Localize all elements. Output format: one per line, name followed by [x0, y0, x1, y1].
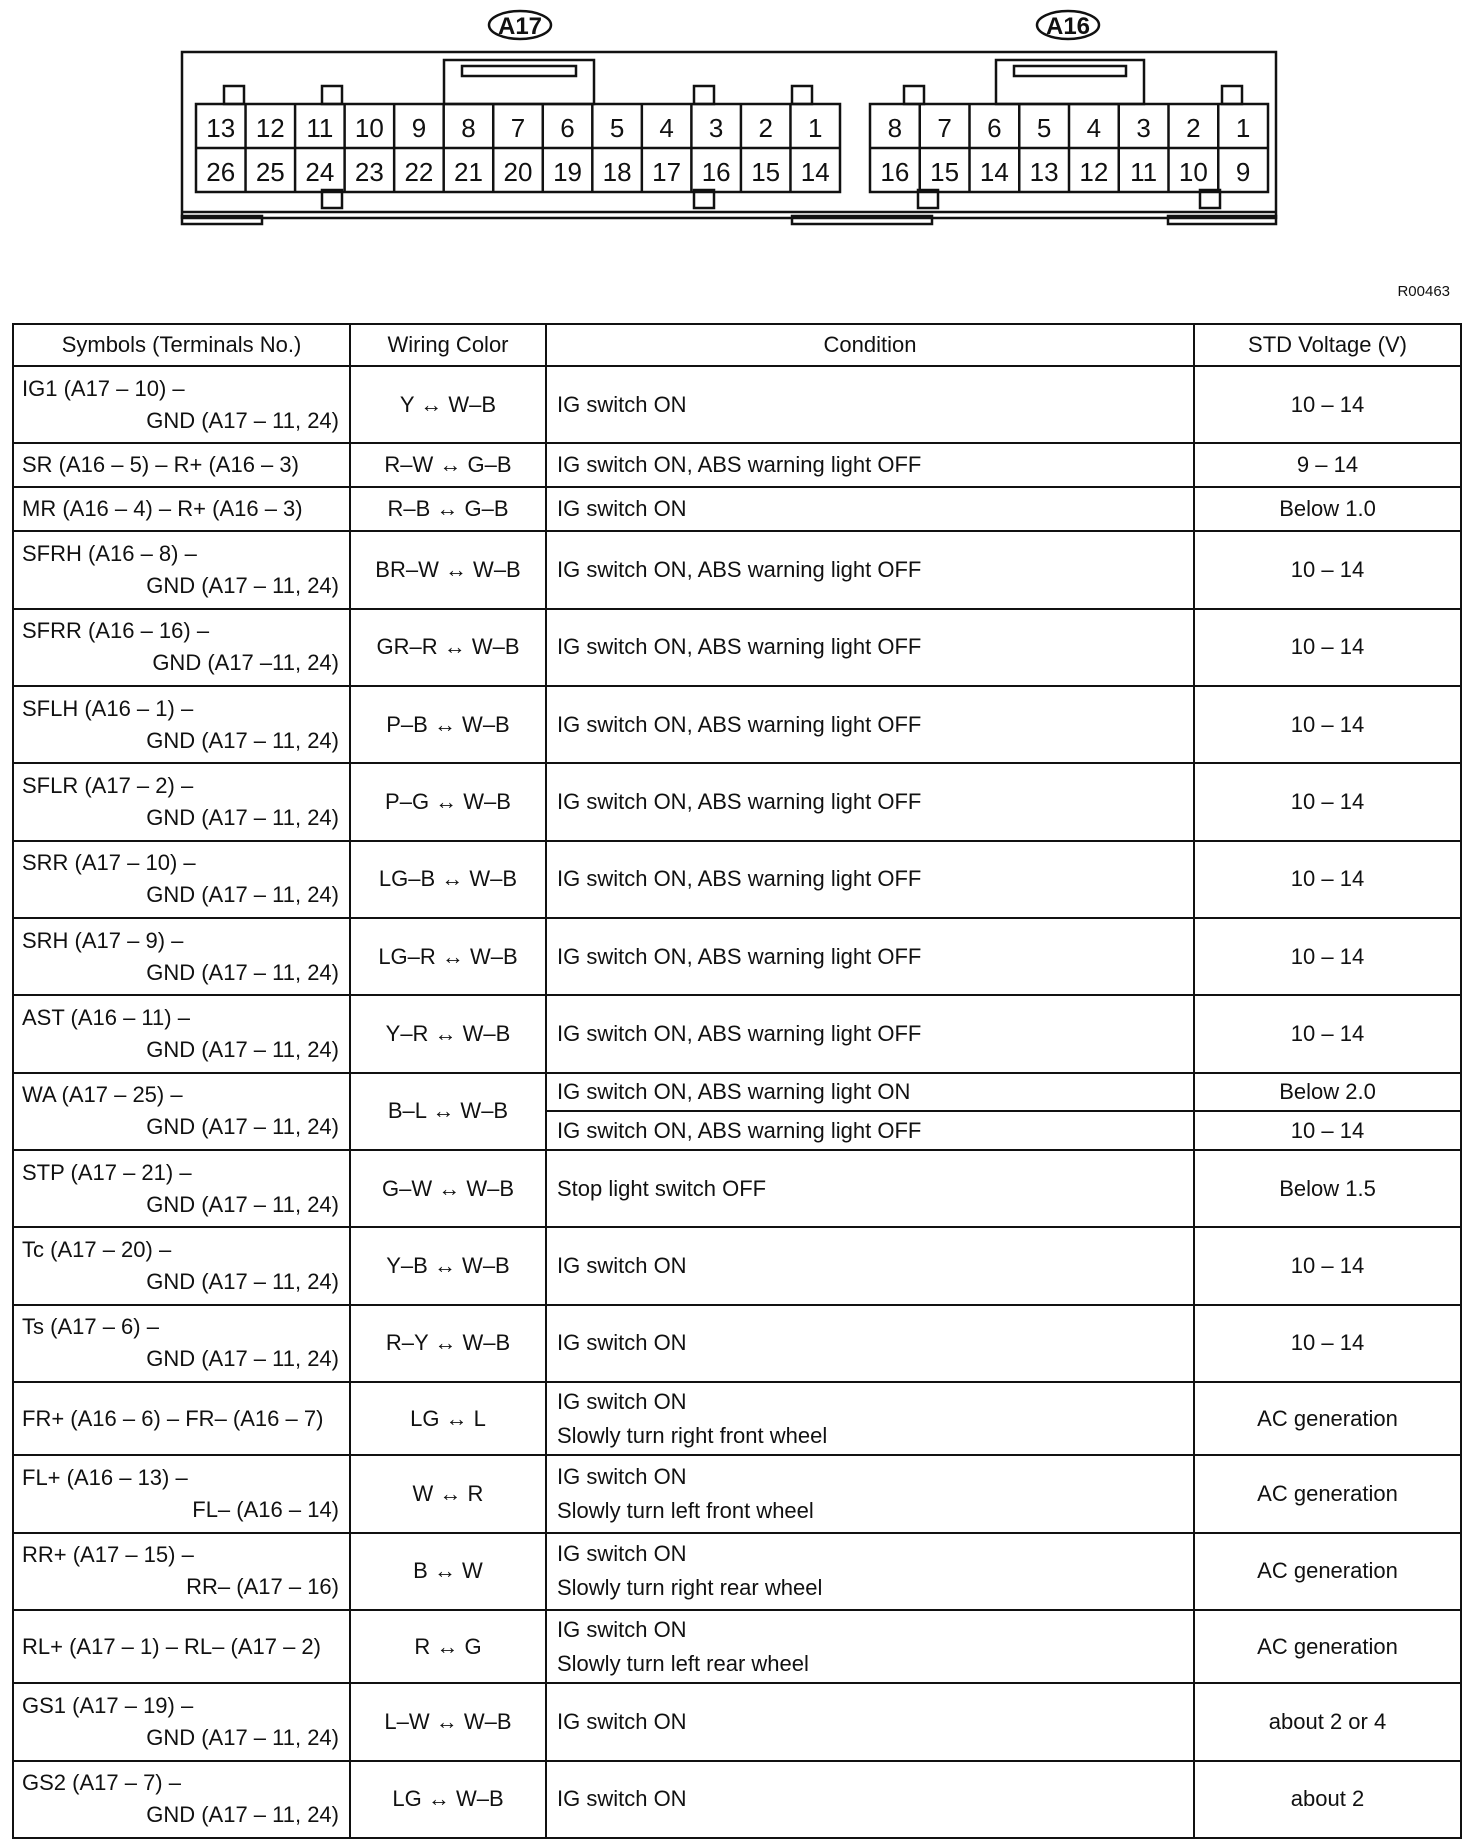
wiring-color-cell: G–W ↔ W–B	[350, 1150, 546, 1227]
condition-cell	[546, 1305, 1194, 1382]
condition-line: IG switch ON, ABS warning light OFF	[557, 452, 922, 478]
condition-line: Slowly turn left front wheel	[557, 1497, 814, 1523]
condition-line: IG switch ON	[557, 1388, 687, 1414]
condition-line: Stop light switch OFF	[557, 1175, 767, 1201]
connector-housing	[182, 52, 1276, 224]
table-row	[13, 1227, 1461, 1304]
pin-a17-13: 13	[206, 113, 236, 143]
std-voltage-cell: 10 – 14	[1194, 1305, 1461, 1382]
condition-line: IG switch ON, ABS warning light OFF	[557, 556, 922, 582]
symbol-cell	[13, 487, 350, 531]
pin-a16-2: 2	[1186, 113, 1201, 143]
wiring-color-cell: P–B ↔ W–B	[350, 686, 546, 763]
condition-cell	[546, 995, 1194, 1072]
pin-a16-16: 16	[880, 157, 910, 187]
symbol-cell	[13, 1073, 350, 1150]
condition-cell	[546, 1533, 1194, 1610]
condition-line: IG switch ON	[557, 1253, 687, 1279]
symbol-line: Tc (A17 – 20) –	[22, 1237, 172, 1263]
condition-cell	[546, 1150, 1194, 1227]
wiring-color-cell: R–Y ↔ W–B	[350, 1305, 546, 1382]
table-row	[13, 1382, 1461, 1455]
wiring-color-cell: L–W ↔ W–B	[350, 1683, 546, 1760]
pin-a17-23: 23	[354, 157, 384, 187]
symbol-line: RL+ (A17 – 1) – RL– (A17 – 2)	[22, 1633, 321, 1659]
table-row	[13, 609, 1461, 686]
table-row	[13, 487, 1461, 531]
pin-a16-13: 13	[1029, 157, 1059, 187]
wiring-color-cell: Y ↔ W–B	[350, 366, 546, 443]
pin-a17-11: 11	[306, 113, 334, 143]
terminal-voltage-table	[12, 323, 1462, 1839]
pin-a17-5: 5	[609, 113, 625, 143]
symbol-cell	[13, 1610, 350, 1683]
std-voltage-cell: Below 1.0	[1194, 487, 1461, 531]
table-row	[13, 366, 1461, 443]
symbol-line: GND (A17 – 11, 24)	[146, 407, 339, 433]
wiring-color-cell: Y–B ↔ W–B	[350, 1227, 546, 1304]
condition-cell	[546, 609, 1194, 686]
symbol-line: SFRH (A16 – 8) –	[22, 540, 197, 566]
symbol-line: GND (A17 – 11, 24)	[146, 1346, 339, 1372]
condition-line: IG switch ON, ABS warning light OFF	[557, 711, 922, 737]
std-voltage-cell: 10 – 14	[1194, 366, 1461, 443]
symbol-line: GND (A17 – 11, 24)	[146, 1191, 339, 1217]
symbol-line: GND (A17 – 11, 24)	[146, 1037, 339, 1062]
condition-line: IG switch ON, ABS warning light OFF	[557, 788, 922, 814]
condition-cell	[546, 1111, 1194, 1150]
pin-a17-10: 10	[354, 113, 384, 143]
symbol-line: MR (A16 – 4) – R+ (A16 – 3)	[22, 496, 303, 522]
symbol-line: FL– (A16 – 14)	[192, 1496, 339, 1522]
pin-a17-26: 26	[206, 157, 236, 187]
pin-a16-10: 10	[1178, 157, 1208, 187]
symbol-line: GND (A17 – 11, 24)	[146, 572, 339, 598]
table-row	[13, 443, 1461, 487]
table-row	[13, 763, 1461, 840]
pin-a16-9: 9	[1235, 157, 1251, 187]
condition-cell	[546, 763, 1194, 840]
svg-text:A16: A16	[1045, 13, 1091, 40]
table-row	[13, 1073, 1461, 1112]
condition-line: IG switch ON, ABS warning light OFF	[557, 943, 922, 969]
std-voltage-cell: AC generation	[1194, 1455, 1461, 1532]
symbol-line: RR+ (A17 – 15) –	[22, 1542, 194, 1568]
wiring-color-cell: B–L ↔ W–B	[350, 1073, 546, 1150]
wiring-color-cell: W ↔ R	[350, 1455, 546, 1532]
wiring-color-cell: BR–W ↔ W–B	[350, 531, 546, 608]
table-row	[13, 1761, 1461, 1838]
pin-a17-20: 20	[503, 157, 533, 187]
pin-a17-21: 21	[454, 157, 483, 187]
table-row	[13, 1455, 1461, 1532]
svg-text:A17: A17	[497, 13, 543, 40]
condition-cell	[546, 366, 1194, 443]
connector-label-a17	[489, 11, 551, 40]
condition-cell	[546, 1455, 1194, 1532]
table-row	[13, 918, 1461, 995]
condition-line: IG switch ON	[557, 496, 687, 522]
std-voltage-cell: Below 2.0	[1194, 1073, 1461, 1112]
pin-a17-24: 24	[305, 157, 335, 187]
condition-cell	[546, 487, 1194, 531]
symbol-line: RR– (A17 – 16)	[186, 1574, 339, 1600]
symbol-cell	[13, 995, 350, 1072]
symbol-line: GND (A17 – 11, 24)	[146, 804, 339, 830]
pin-a17-9: 9	[411, 113, 427, 143]
table-row	[13, 995, 1461, 1072]
condition-line: IG switch ON	[557, 1541, 687, 1567]
symbol-cell	[13, 918, 350, 995]
symbol-cell	[13, 1150, 350, 1227]
pin-a17-22: 22	[404, 157, 434, 187]
symbol-cell	[13, 609, 350, 686]
wiring-color-cell: LG–R ↔ W–B	[350, 918, 546, 995]
header-wiring-color: Wiring Color	[350, 324, 546, 366]
symbol-line: GS1 (A17 – 19) –	[22, 1692, 194, 1718]
symbol-line: SRR (A17 – 10) –	[22, 850, 196, 876]
condition-cell	[546, 918, 1194, 995]
condition-line: IG switch ON, ABS warning light OFF	[557, 1021, 922, 1046]
condition-cell	[546, 1227, 1194, 1304]
reference-code: R00463	[1397, 283, 1450, 300]
std-voltage-cell: 10 – 14	[1194, 531, 1461, 608]
table-row	[13, 1683, 1461, 1760]
pin-a17-25: 25	[255, 157, 285, 187]
condition-cell	[546, 443, 1194, 487]
condition-line: IG switch ON, ABS warning light OFF	[557, 866, 922, 892]
pin-a16-1: 1	[1235, 113, 1251, 143]
symbol-cell	[13, 366, 350, 443]
table-row	[13, 841, 1461, 918]
pin-a16-12: 12	[1079, 157, 1109, 187]
symbol-line: SR (A16 – 5) – R+ (A16 – 3)	[22, 452, 299, 478]
pin-a17-6: 6	[560, 113, 575, 143]
pin-a17-17: 17	[652, 157, 682, 187]
symbol-line: SFLH (A16 – 1) –	[22, 695, 194, 721]
pin-a17-16: 16	[701, 157, 731, 187]
pin-a17-14: 14	[800, 157, 830, 187]
pin-a17-15: 15	[751, 157, 781, 187]
condition-line: IG switch ON	[557, 1330, 687, 1356]
std-voltage-cell: 10 – 14	[1194, 609, 1461, 686]
pin-a17-4: 4	[659, 113, 674, 143]
wiring-color-cell: R–W ↔ G–B	[350, 443, 546, 487]
condition-line: IG switch ON	[557, 1463, 687, 1489]
condition-cell	[546, 1683, 1194, 1760]
symbol-line: Ts (A17 – 6) –	[22, 1314, 159, 1340]
symbol-line: GND (A17 – 11, 24)	[146, 1802, 339, 1828]
symbol-line: STP (A17 – 21) –	[22, 1159, 192, 1185]
std-voltage-cell: 10 – 14	[1194, 841, 1461, 918]
header-condition: Condition	[546, 324, 1194, 366]
condition-line: Slowly turn left rear wheel	[557, 1650, 809, 1676]
condition-line: IG switch ON	[557, 1708, 687, 1734]
std-voltage-cell: about 2 or 4	[1194, 1683, 1461, 1760]
pin-a16-15: 15	[930, 157, 960, 187]
std-voltage-cell: AC generation	[1194, 1382, 1461, 1455]
condition-line: IG switch ON, ABS warning light OFF	[557, 1117, 922, 1143]
pin-a17-8: 8	[461, 113, 476, 143]
wiring-color-cell: GR–R ↔ W–B	[350, 609, 546, 686]
symbol-line: GND (A17 – 11, 24)	[146, 727, 339, 753]
pin-a17-18: 18	[602, 157, 632, 187]
symbol-cell	[13, 1227, 350, 1304]
symbol-cell	[13, 1305, 350, 1382]
condition-cell	[546, 1073, 1194, 1112]
pin-a16-8: 8	[887, 113, 903, 143]
symbol-cell	[13, 841, 350, 918]
condition-line: IG switch ON	[557, 1786, 687, 1812]
pin-a16-11: 11	[1130, 157, 1158, 187]
std-voltage-cell: about 2	[1194, 1761, 1461, 1838]
table-row	[13, 686, 1461, 763]
pin-a16-14: 14	[979, 157, 1009, 187]
symbol-line: FR+ (A16 – 6) – FR– (A16 – 7)	[22, 1405, 324, 1431]
table-row	[13, 1305, 1461, 1382]
symbol-line: FL+ (A16 – 13) –	[22, 1464, 188, 1490]
symbol-cell	[13, 443, 350, 487]
symbol-line: GND (A17 – 11, 24)	[146, 1724, 339, 1750]
condition-line: IG switch ON, ABS warning light OFF	[557, 634, 922, 660]
pin-a17-3: 3	[708, 113, 724, 143]
symbol-cell	[13, 763, 350, 840]
pin-a17-7: 7	[510, 113, 526, 143]
symbol-line: AST (A16 – 11) –	[22, 1005, 190, 1030]
condition-cell	[546, 841, 1194, 918]
pin-a17-2: 2	[758, 113, 773, 143]
table-row	[13, 1150, 1461, 1227]
symbol-line: GND (A17 – 11, 24)	[146, 882, 339, 908]
pin-a16-5: 5	[1036, 113, 1052, 143]
condition-line: Slowly turn right rear wheel	[557, 1575, 823, 1601]
symbol-line: GS2 (A17 – 7) –	[22, 1770, 181, 1796]
connector-diagram	[0, 0, 1472, 270]
std-voltage-cell: 10 – 14	[1194, 763, 1461, 840]
condition-cell	[546, 531, 1194, 608]
condition-cell	[546, 686, 1194, 763]
condition-cell	[546, 1610, 1194, 1683]
symbol-line: WA (A17 – 25) –	[22, 1082, 183, 1108]
std-voltage-cell: Below 1.5	[1194, 1150, 1461, 1227]
wiring-color-cell: P–G ↔ W–B	[350, 763, 546, 840]
connector-label-a16	[1037, 11, 1099, 40]
table-row	[13, 1533, 1461, 1610]
std-voltage-cell: 9 – 14	[1194, 443, 1461, 487]
wiring-color-cell: LG ↔ W–B	[350, 1761, 546, 1838]
wiring-color-cell: Y–R ↔ W–B	[350, 995, 546, 1072]
symbol-line: IG1 (A17 – 10) –	[22, 375, 185, 401]
wiring-color-cell: LG ↔ L	[350, 1382, 546, 1455]
pin-a16-3: 3	[1136, 113, 1151, 143]
std-voltage-cell: AC generation	[1194, 1533, 1461, 1610]
symbol-cell	[13, 1455, 350, 1532]
symbol-cell	[13, 531, 350, 608]
std-voltage-cell: 10 – 14	[1194, 1227, 1461, 1304]
std-voltage-cell: 10 – 14	[1194, 995, 1461, 1072]
table-row	[13, 531, 1461, 608]
symbol-line: GND (A17 – 11, 24)	[146, 959, 339, 985]
wiring-color-cell: B ↔ W	[350, 1533, 546, 1610]
std-voltage-cell: 10 – 14	[1194, 686, 1461, 763]
wiring-color-cell: R–B ↔ G–B	[350, 487, 546, 531]
pin-a16-7: 7	[937, 113, 952, 143]
pin-a17-12: 12	[255, 113, 285, 143]
table-row	[13, 1610, 1461, 1683]
condition-line: IG switch ON	[557, 1616, 687, 1642]
symbol-cell	[13, 686, 350, 763]
header-symbols: Symbols (Terminals No.)	[13, 324, 350, 366]
condition-cell	[546, 1382, 1194, 1455]
std-voltage-cell: AC generation	[1194, 1610, 1461, 1683]
symbol-line: GND (A17 –11, 24)	[152, 650, 339, 676]
table-header-row	[13, 324, 1461, 366]
symbol-cell	[13, 1533, 350, 1610]
condition-line: Slowly turn right front wheel	[557, 1422, 828, 1448]
symbol-line: SFRR (A16 – 16) –	[22, 618, 210, 644]
symbol-cell	[13, 1382, 350, 1455]
std-voltage-cell: 10 – 14	[1194, 1111, 1461, 1150]
pin-a16-4: 4	[1086, 113, 1102, 143]
symbol-line: GND (A17 – 11, 24)	[146, 1269, 339, 1295]
condition-line: IG switch ON	[557, 391, 687, 417]
condition-line: IG switch ON, ABS warning light ON	[557, 1079, 911, 1105]
pin-a17-19: 19	[553, 157, 582, 187]
header-std-voltage: STD Voltage (V)	[1194, 324, 1461, 366]
std-voltage-cell: 10 – 14	[1194, 918, 1461, 995]
pin-a16-6: 6	[987, 113, 1002, 143]
wiring-color-cell: R ↔ G	[350, 1610, 546, 1683]
symbol-cell	[13, 1683, 350, 1760]
wiring-color-cell: LG–B ↔ W–B	[350, 841, 546, 918]
symbol-cell	[13, 1761, 350, 1838]
pin-a17-1: 1	[807, 113, 823, 143]
symbol-line: GND (A17 – 11, 24)	[146, 1114, 339, 1140]
condition-cell	[546, 1761, 1194, 1838]
symbol-line: SRH (A17 – 9) –	[22, 927, 184, 953]
symbol-line: SFLR (A17 – 2) –	[22, 772, 194, 798]
